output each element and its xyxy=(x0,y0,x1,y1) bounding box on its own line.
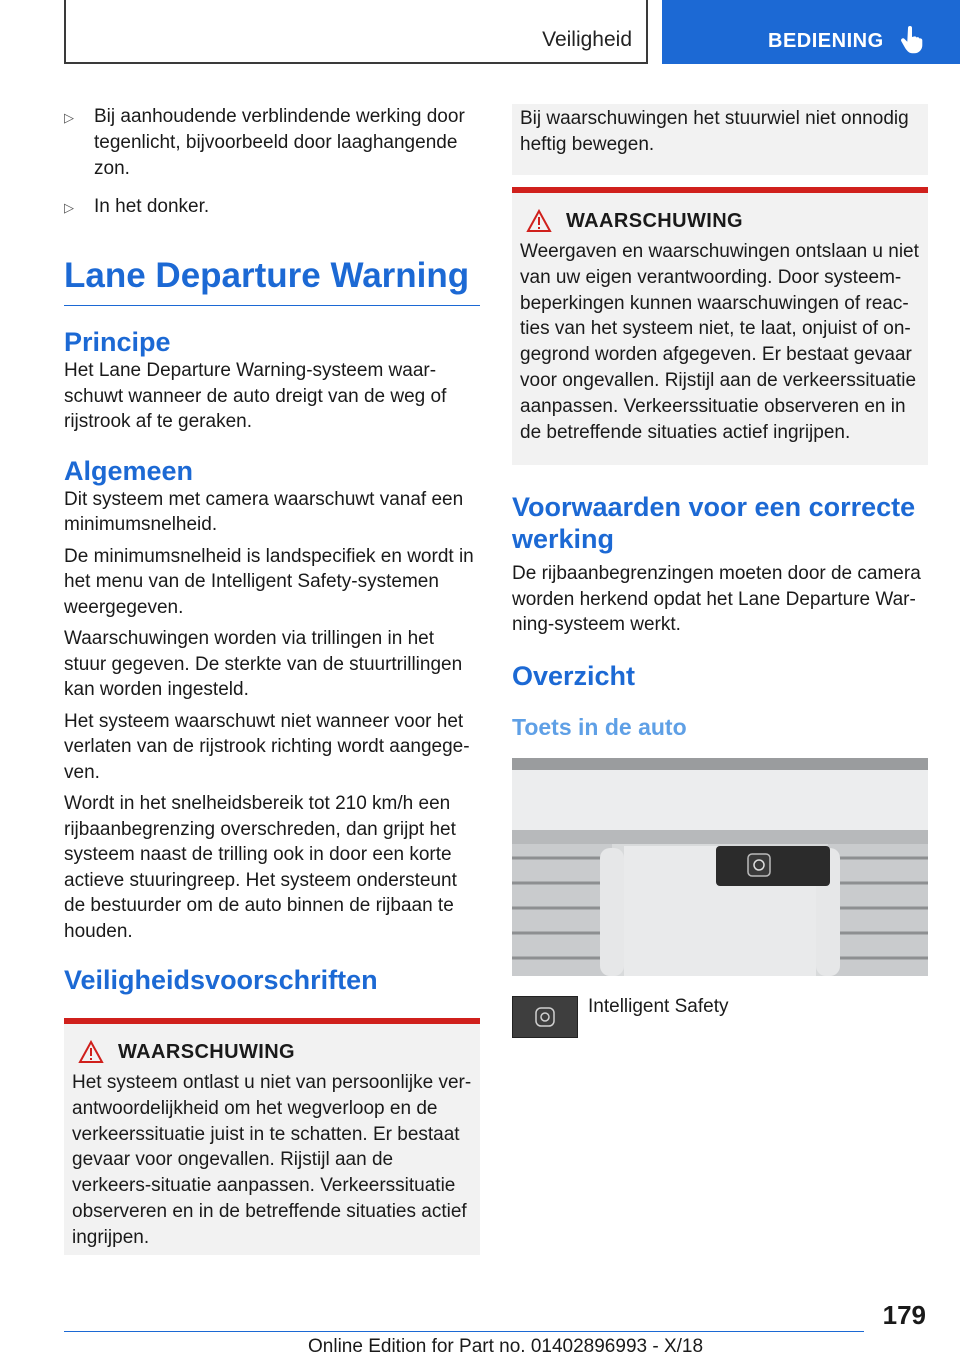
left-column xyxy=(64,104,480,1255)
bullet-item xyxy=(64,194,480,221)
algemeen-paragraph: De minimumsnelheid is landspecifiek en wordt in het menu van de Intelligent Safety-systemen weergegeven. xyxy=(64,545,474,618)
header-chapter-tab[interactable] xyxy=(662,0,960,64)
right-column xyxy=(512,104,928,1038)
warning-box xyxy=(64,1018,480,1255)
bullet-text: Bij aanhoudende verblindende werking door tegenlicht, bijvoorbeeld door laaghangende zon. xyxy=(94,106,465,179)
header-section-title: Veiligheid xyxy=(542,28,632,51)
note-box: Bij waarschuwingen het stuurwiel niet onnodig heftig bewegen. xyxy=(512,104,928,175)
hand-pointer-icon xyxy=(900,26,924,54)
warning-triangle-icon xyxy=(78,1040,104,1064)
warning-header xyxy=(78,1040,474,1064)
footer-divider xyxy=(64,1331,864,1332)
footer-edition: Online Edition for Part no. 01402896993 - X/18 xyxy=(308,1336,704,1357)
warning-title: WAARSCHUWING xyxy=(566,209,744,232)
warning-text: Het systeem ontlast u niet van persoonlijke ver-antwoordelijkheid om het wegverloop en de verkeerssituatie juist in te schatten. Er bestaat gevaar voor ongevallen. Rijstijl aan de verkeers-situatie aanpassen. Verkeerssituatie observeren en in de betreffende situaties actief ingrijpen. xyxy=(72,1072,472,1248)
button-legend-label: Intelligent Safety xyxy=(588,995,729,1017)
algemeen-paragraph: Dit systeem met camera waarschuwt vanaf een minimumsnelheid. xyxy=(64,488,464,535)
voorwaarden-text: De rijbaanbegrenzingen moeten door de camera worden herkend opdat het Lane Departure War-ning-systeem werkt. xyxy=(512,563,921,636)
bullet-item xyxy=(64,104,480,182)
toets-heading: Toets in de auto xyxy=(512,713,687,740)
principe-text: Het Lane Departure Warning-systeem waar-schuwt wanneer de auto dreigt van de weg of rijstrook af te geraken. xyxy=(64,360,447,432)
veiligheid-heading: Veiligheidsvoorschriften xyxy=(64,965,378,995)
overzicht-heading: Overzicht xyxy=(512,660,636,691)
dashboard-button-photo xyxy=(512,758,928,976)
warning-header xyxy=(526,209,922,233)
header-tab-label: BEDIENING xyxy=(768,30,884,52)
voorwaarden-heading: Voorwaarden voor een correcte werking xyxy=(512,492,916,555)
warning-text: Weergaven en waarschuwingen ontslaan u niet van uw eigen verantwoording. Door systeem-beperkingen kunnen waarschuwingen of reac-ties van het systeem niet, te laat, onjuist of on-gegrond worden afgegeven. Er bestaat gevaar voor ongevallen. Rijstijl aan de verkeerssituatie aanpassen. Verkeerssituatie observeren en in de betreffende situaties actief ingrijpen. xyxy=(520,241,919,443)
algemeen-paragraph: Waarschuwingen worden via trillingen in het stuur gegeven. De sterkte van de stuurtrillingen kan worden ingesteld. xyxy=(64,628,463,700)
warning-triangle-icon xyxy=(526,209,552,233)
warning-title: WAARSCHUWING xyxy=(118,1040,296,1063)
warning-box xyxy=(512,187,928,465)
algemeen-paragraph: Wordt in het snelheidsbereik tot 210 km/h een rijbaanbegrenzing overschreden, dan grijpt het systeem naast de trilling ook in door een korte actieve stuuringreep. Het systeem ondersteunt de bestuurder om de auto binnen de rijbaan te houden. xyxy=(64,793,457,942)
chapter-title: Lane Departure Warning xyxy=(64,253,480,306)
algemeen-paragraph: Het systeem waarschuwt niet wanneer voor het verlaten van de rijstrook richting wordt aangege-ven. xyxy=(64,710,470,783)
triangle-bullet-icon: ▷ xyxy=(64,200,74,215)
button-legend xyxy=(512,996,928,1038)
triangle-bullet-icon: ▷ xyxy=(64,110,74,125)
bullet-text: In het donker. xyxy=(94,196,210,217)
algemeen-heading: Algemeen xyxy=(64,455,194,486)
page-header xyxy=(64,0,648,64)
intelligent-safety-button-icon xyxy=(512,996,578,1038)
page-number: 179 xyxy=(882,1300,926,1330)
principe-heading: Principe xyxy=(64,327,171,357)
